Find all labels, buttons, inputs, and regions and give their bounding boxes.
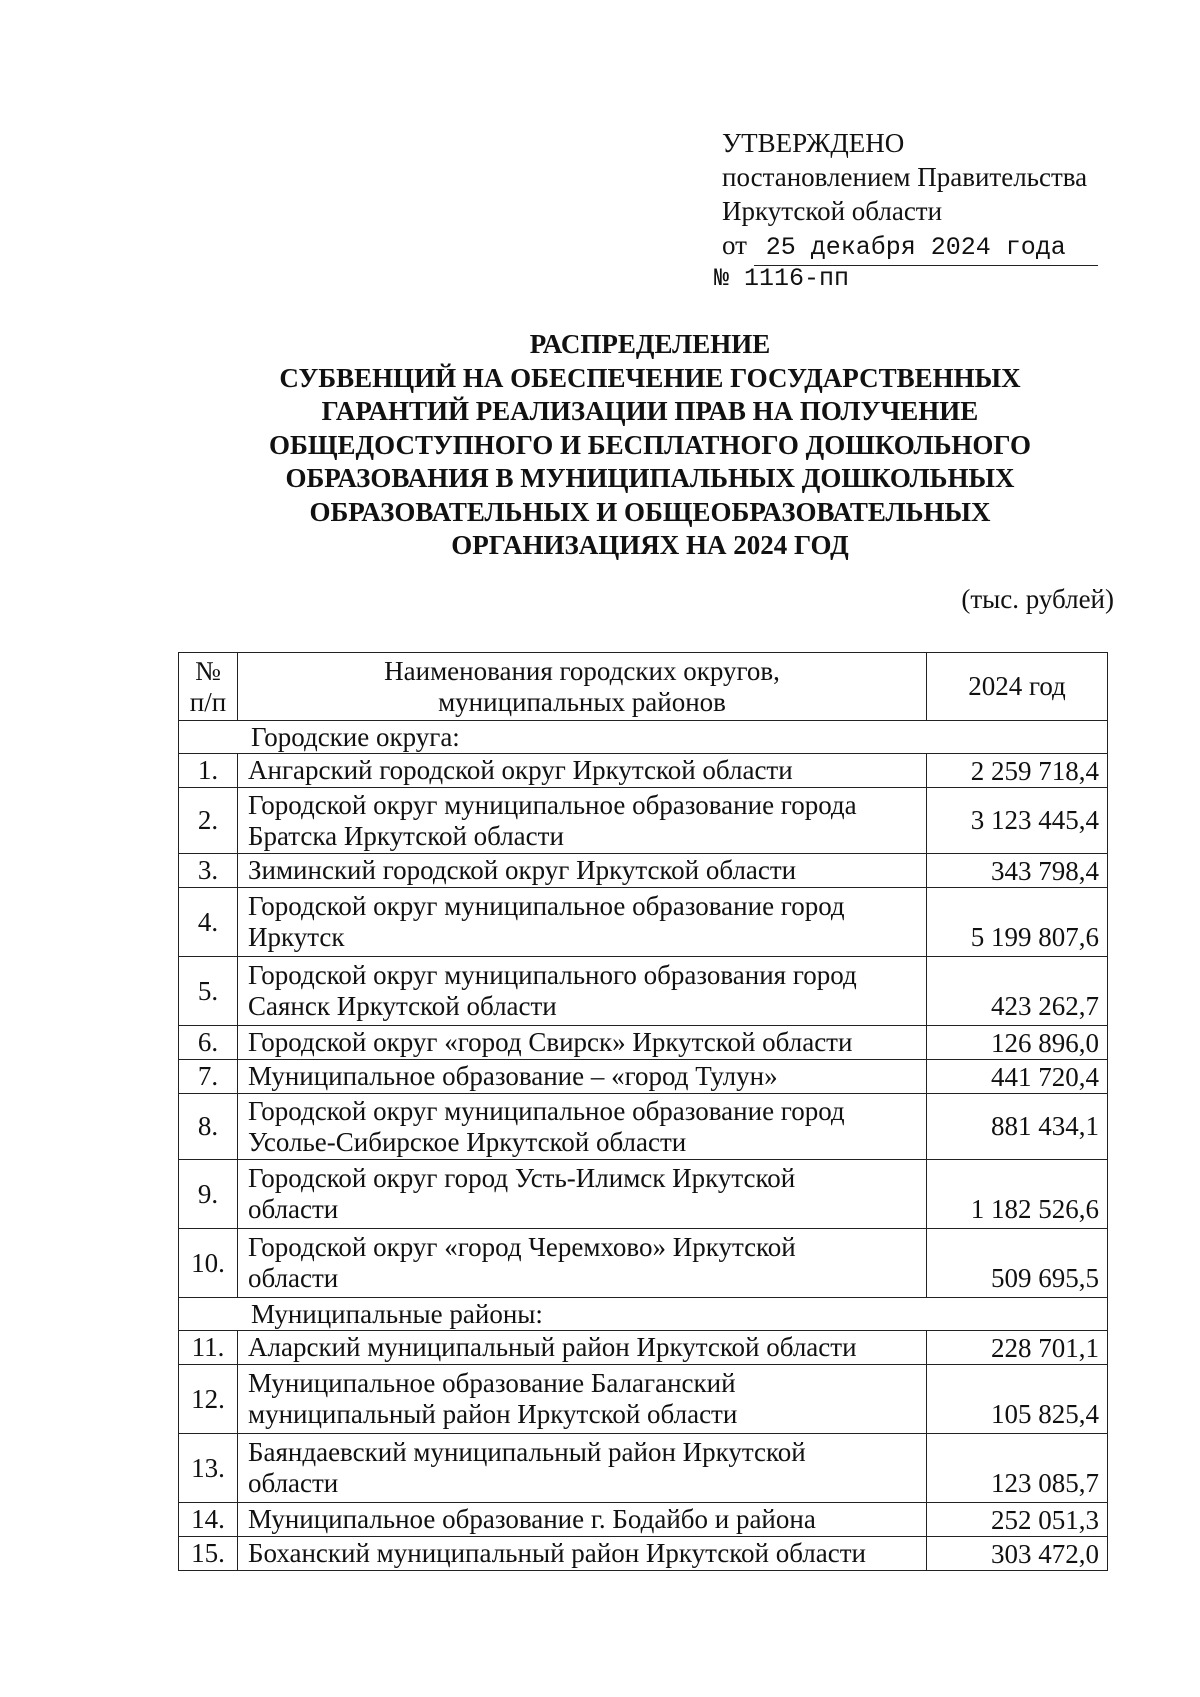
row-number: 7. (179, 1060, 238, 1094)
row-name-line2: области (248, 1194, 339, 1224)
approval-heading: УТВЕРЖДЕНО (722, 128, 905, 158)
row-name (238, 1365, 927, 1434)
row-name-line1: Муниципальное образование Балаганский (248, 1368, 736, 1398)
row-value: 441 720,4 (927, 1060, 1108, 1094)
row-number: 10. (179, 1229, 238, 1298)
approval-number: № 1116-пп (714, 264, 850, 293)
row-name (238, 1537, 927, 1571)
row-value: 2 259 718,4 (927, 754, 1108, 788)
row-number: 9. (179, 1160, 238, 1229)
section-row-municipal (179, 1298, 1108, 1331)
row-number: 8. (179, 1094, 238, 1160)
row-number: 1. (179, 754, 238, 788)
title-line: РАСПРЕДЕЛЕНИЕ (529, 329, 771, 359)
table-row (179, 854, 1108, 888)
row-name (238, 1331, 927, 1365)
row-value: 303 472,0 (927, 1537, 1108, 1571)
distribution-table (178, 652, 1108, 1571)
row-number: 3. (179, 854, 238, 888)
row-value: 123 085,7 (927, 1434, 1108, 1503)
row-name-line1: Городской округ «город Свирск» Иркутской области (248, 1027, 853, 1057)
row-name (238, 754, 927, 788)
row-name-line1: Городской округ муниципальное образование города (248, 789, 857, 820)
row-name (238, 1094, 927, 1160)
row-number: 13. (179, 1434, 238, 1503)
section-label-urban: Городские округа: (179, 721, 1108, 754)
row-name (238, 1026, 927, 1060)
table-row (179, 957, 1108, 1026)
row-value: 5 199 807,6 (927, 888, 1108, 957)
table-row (179, 1331, 1108, 1365)
table-row (179, 754, 1108, 788)
row-name-line2: Братска Иркутской области (248, 820, 564, 851)
row-name-line1: Ангарский городской округ Иркутской области (248, 755, 793, 785)
row-name-line1: Городской округ город Усть-Илимск Иркутской (248, 1163, 796, 1193)
row-value: 423 262,7 (927, 957, 1108, 1026)
header-name (238, 653, 927, 721)
title-line: ОБЩЕДОСТУПНОГО И БЕСПЛАТНОГО ДОШКОЛЬНОГО (269, 429, 1031, 460)
row-name-line1: Аларский муниципальный район Иркутской области (248, 1332, 857, 1362)
row-name-line2: области (248, 1263, 339, 1293)
header-year: 2024 год (927, 653, 1108, 721)
row-name-line2: Иркутск (248, 922, 345, 952)
row-value: 343 798,4 (927, 854, 1108, 888)
row-name-line2: муниципальный район Иркутской области (248, 1399, 738, 1429)
header-name-line2: муниципальных районов (438, 686, 726, 717)
row-name-line2: Усолье-Сибирское Иркутской области (248, 1126, 687, 1157)
header-number-line1: № (195, 655, 221, 686)
approval-region: Иркутской области (722, 196, 943, 226)
header-number-line2: п/п (189, 686, 227, 717)
row-value: 228 701,1 (927, 1331, 1108, 1365)
row-name-line2: Саянск Иркутской области (248, 991, 557, 1021)
row-name-line1: Муниципальное образование – «город Тулун» (248, 1061, 778, 1091)
row-number: 14. (179, 1503, 238, 1537)
row-name (238, 1060, 927, 1094)
table-row (179, 1503, 1108, 1537)
approval-date: 25 декабря 2024 года (754, 231, 1098, 266)
row-name-line1: Городской округ муниципальное образование город (248, 891, 845, 921)
row-name (238, 1434, 927, 1503)
approval-date-prefix: от (722, 230, 747, 260)
row-value: 881 434,1 (927, 1094, 1108, 1160)
approval-block (714, 126, 1122, 296)
document-title (200, 328, 1100, 563)
table-row (179, 1537, 1108, 1571)
row-name (238, 854, 927, 888)
row-name-line1: Городской округ «город Черемхово» Иркутской (248, 1232, 796, 1262)
table-row (179, 1434, 1108, 1503)
approval-date-row (722, 228, 1122, 266)
title-line: ОБРАЗОВАНИЯ В МУНИЦИПАЛЬНЫХ ДОШКОЛЬНЫХ (285, 463, 1015, 493)
row-name (238, 1503, 927, 1537)
row-number: 11. (179, 1331, 238, 1365)
row-name-line1: Баяндаевский муниципальный район Иркутской (248, 1437, 806, 1467)
table-row (179, 1160, 1108, 1229)
table-row (179, 1094, 1108, 1160)
row-value: 1 182 526,6 (927, 1160, 1108, 1229)
title-line: ОБРАЗОВАТЕЛЬНЫХ И ОБЩЕОБРАЗОВАТЕЛЬНЫХ (309, 496, 991, 527)
unit-label: (тыс. рублей) (961, 584, 1114, 614)
row-number: 12. (179, 1365, 238, 1434)
row-number: 4. (179, 888, 238, 957)
row-name (238, 788, 927, 854)
row-name (238, 1229, 927, 1298)
table-row (179, 1060, 1108, 1094)
table-row (179, 1026, 1108, 1060)
row-name-line1: Муниципальное образование г. Бодайбо и района (248, 1504, 816, 1534)
row-number: 2. (179, 788, 238, 854)
table-row (179, 1365, 1108, 1434)
table-header-row (179, 653, 1108, 721)
title-line: СУБВЕНЦИЙ НА ОБЕСПЕЧЕНИЕ ГОСУДАРСТВЕННЫХ (279, 362, 1021, 393)
row-number: 6. (179, 1026, 238, 1060)
row-number: 5. (179, 957, 238, 1026)
section-row-urban (179, 721, 1108, 754)
row-name-line1: Городской округ муниципального образования город (248, 960, 857, 990)
row-name (238, 1160, 927, 1229)
row-value: 509 695,5 (927, 1229, 1108, 1298)
row-name-line2: области (248, 1468, 339, 1498)
row-number: 15. (179, 1537, 238, 1571)
row-name-line1: Городской округ муниципальное образование город (248, 1095, 845, 1126)
header-name-line1: Наименования городских округов, (384, 655, 780, 686)
title-line: ОРГАНИЗАЦИЯХ НА 2024 ГОД (451, 530, 849, 560)
row-value: 3 123 445,4 (927, 788, 1108, 854)
row-value: 252 051,3 (927, 1503, 1108, 1537)
table-row (179, 788, 1108, 854)
row-value: 105 825,4 (927, 1365, 1108, 1434)
row-name (238, 957, 927, 1026)
row-value: 126 896,0 (927, 1026, 1108, 1060)
row-name (238, 888, 927, 957)
header-number (179, 653, 238, 721)
table-row (179, 1229, 1108, 1298)
row-name-line1: Зиминский городской округ Иркутской области (248, 855, 797, 885)
title-line: ГАРАНТИЙ РЕАЛИЗАЦИИ ПРАВ НА ПОЛУЧЕНИЕ (321, 396, 979, 426)
table-row (179, 888, 1108, 957)
approval-resolution: постановлением Правительства (722, 162, 1088, 192)
row-name-line1: Боханский муниципальный район Иркутской области (248, 1538, 866, 1568)
section-label-municipal: Муниципальные районы: (179, 1298, 1108, 1331)
